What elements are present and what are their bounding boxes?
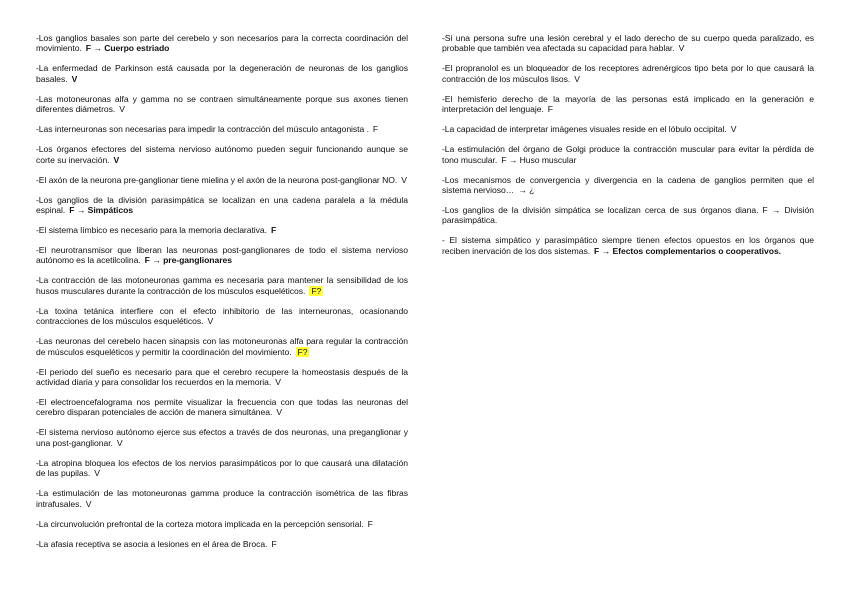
statement-item xyxy=(36,427,408,448)
answer-mark: F xyxy=(367,518,373,529)
answer-mark: V xyxy=(116,437,123,448)
statement-item xyxy=(36,195,408,216)
highlighted-answer: F? xyxy=(311,285,322,296)
statement-text: -El electroencefalograma nos permite visualizar la frecuencia con que todas las neuronas del cerebro disparan potenciales de acción de manera simultánea. xyxy=(36,397,408,418)
statement-item xyxy=(36,33,408,54)
answer-mark: V xyxy=(85,498,92,509)
statement-item xyxy=(36,245,408,266)
statement-text: -El sistema límbico es necesario para la memoria declarativa. xyxy=(36,225,267,236)
answer-mark: F → Efectos complementarios o cooperativos. xyxy=(594,245,782,256)
answer-mark: F → pre-ganglionares xyxy=(144,255,232,266)
answer-mark: V xyxy=(94,468,100,479)
statement-item xyxy=(442,175,814,196)
statement-text: -Los mecanismos de convergencia y divergencia en la cadena de ganglios permiten que el sistema nervioso… xyxy=(442,174,814,196)
answer-mark: F xyxy=(271,538,277,549)
statement-text: -Los órganos efectores del sistema nervioso autónomo pueden seguir funcionando aunque se corte su inervación. xyxy=(36,144,408,165)
answer-mark: V xyxy=(207,316,214,327)
answer-mark: F xyxy=(372,124,379,135)
statement-item xyxy=(36,306,408,327)
statement-item xyxy=(36,367,408,388)
statement-text: -La estimulación de las motoneuronas gamma produce la contracción isométrica de las fibras intrafusales. xyxy=(36,488,408,509)
statement-text: -Si una persona sufre una lesión cerebral y el lado derecho de su cuerpo queda paralizado, es probable que también vea afectada su capacidad para hablar. xyxy=(442,33,814,54)
statement-text: -Las interneuronas son necesarias para impedir la contracción del músculo antagonista . xyxy=(36,124,369,135)
highlighted-answer: F? xyxy=(297,346,308,357)
statement-text: -Los ganglios de la división parasimpática se localizan en una cadena paralela a la médula espinal. xyxy=(36,194,408,216)
left-column xyxy=(36,33,408,559)
statement-item xyxy=(36,124,408,134)
statement-text: -El periodo del sueño es necesario para que el cerebro recupere la homeostasis después de la actividad diaria y para consolidar los recuerdos en la memoria. xyxy=(36,366,408,388)
statement-item xyxy=(36,225,408,235)
statement-item xyxy=(442,33,814,54)
answer-mark: V xyxy=(730,124,737,135)
statement-item xyxy=(442,144,814,165)
answer-mark: V xyxy=(678,43,685,54)
statement-text: -Las motoneuronas alfa y gamma no se contraen simultáneamente porque sus axones tienen diferentes diámetros. xyxy=(36,93,408,115)
statement-item xyxy=(36,94,408,115)
statement-text: -La capacidad de interpretar imágenes visuales reside en el lóbulo occipital. xyxy=(442,124,727,135)
answer-mark: V xyxy=(574,73,580,84)
statement-item xyxy=(36,488,408,509)
statement-item xyxy=(36,175,408,185)
statement-item xyxy=(442,124,814,134)
statement-text: -La toxina tetánica interfiere con el efecto inhibitorio de las interneuronas, ocasionando contracciones de los músculos esqueléticos. xyxy=(36,305,408,327)
statement-text: -El hemisferio derecho de la mayoría de las personas está implicado en la generación e interpretación del lenguaje. xyxy=(442,93,814,115)
answer-mark: V xyxy=(119,104,125,115)
answer-mark: → ¿ xyxy=(518,185,535,196)
answer-mark: F → Simpáticos xyxy=(69,205,134,216)
statement-item xyxy=(36,519,408,529)
statement-text: -La estimulación del órgano de Golgi produce la contracción muscular para evitar la pérdida de tono muscular. xyxy=(442,144,814,165)
statement-item xyxy=(442,63,814,84)
statement-text: -La atropina bloquea los efectos de los nervios parasimpáticos por lo que causará una dilatación de las pupilas. xyxy=(36,457,408,479)
statement-text: -La enfermedad de Parkinson está causada por la degeneración de neuronas de los ganglios basales. xyxy=(36,63,408,84)
statement-text: -La afasia receptiva se asocia a lesiones en el área de Broca. xyxy=(36,538,268,549)
answer-mark: F → Huso muscular xyxy=(501,154,577,165)
statement-item xyxy=(36,336,408,357)
statement-text: -El neurotransmisor que liberan las neuronas post-ganglionares de todo el sistema nervioso autónomo es la acetilcolina. xyxy=(36,245,408,266)
answer-mark: V xyxy=(275,377,281,388)
answer-mark: V xyxy=(276,407,283,418)
statement-item xyxy=(442,94,814,115)
statement-text: -Los ganglios basales son parte del cerebelo y son necesarios para la correcta coordinación del movimiento. xyxy=(36,33,408,54)
statement-text: -La circunvolución prefrontal de la corteza motora implicada en la percepción sensorial. xyxy=(36,518,364,529)
statement-text: -Los ganglios de la división simpática se localizan cerca de sus órganos diana. xyxy=(442,205,759,216)
answer-mark: F → División parasimpática. xyxy=(442,205,815,226)
right-column xyxy=(442,33,814,266)
answer-mark: F xyxy=(270,225,277,236)
statement-item xyxy=(36,539,408,549)
answer-mark: F → Cuerpo estriado xyxy=(85,43,170,54)
statement-text: -El propranolol es un bloqueador de los receptores adrenérgicos tipo beta por lo que causará la contracción de los músculos lisos. xyxy=(442,63,814,84)
statement-item xyxy=(36,458,408,479)
statement-text: -La contracción de las motoneuronas gamma es necesaria para mantener la sensibilidad de los husos musculares durante la contracción de los músculos esqueléticos. xyxy=(36,275,408,296)
statement-text: -El sistema nervioso autónomo ejerce sus efectos a través de dos neuronas, una preganglionar y una post-ganglionar. xyxy=(36,427,408,448)
answer-mark: V xyxy=(71,73,78,84)
statement-item xyxy=(36,275,408,296)
statement-item xyxy=(36,397,408,418)
statement-text: - El sistema simpático y parasimpático siempre tienen efectos opuestos en los órganos que reciben inervación de los dos sistemas. xyxy=(442,235,814,256)
answer-mark: V xyxy=(113,154,120,165)
statement-item xyxy=(36,144,408,165)
statement-text: -Las neuronas del cerebelo hacen sinapsis con las motoneuronas alfa para regular la contracción de músculos esqueléticos y permitir la coordinación del movimiento. xyxy=(36,336,408,357)
statement-item xyxy=(36,63,408,84)
statement-item xyxy=(442,205,814,226)
statement-item xyxy=(442,235,814,256)
statement-text: -El axón de la neurona pre-ganglionar tiene mielina y el axón de la neurona post-ganglionar NO. xyxy=(36,174,398,185)
answer-mark: F xyxy=(547,104,553,115)
answer-mark: V xyxy=(401,174,407,185)
